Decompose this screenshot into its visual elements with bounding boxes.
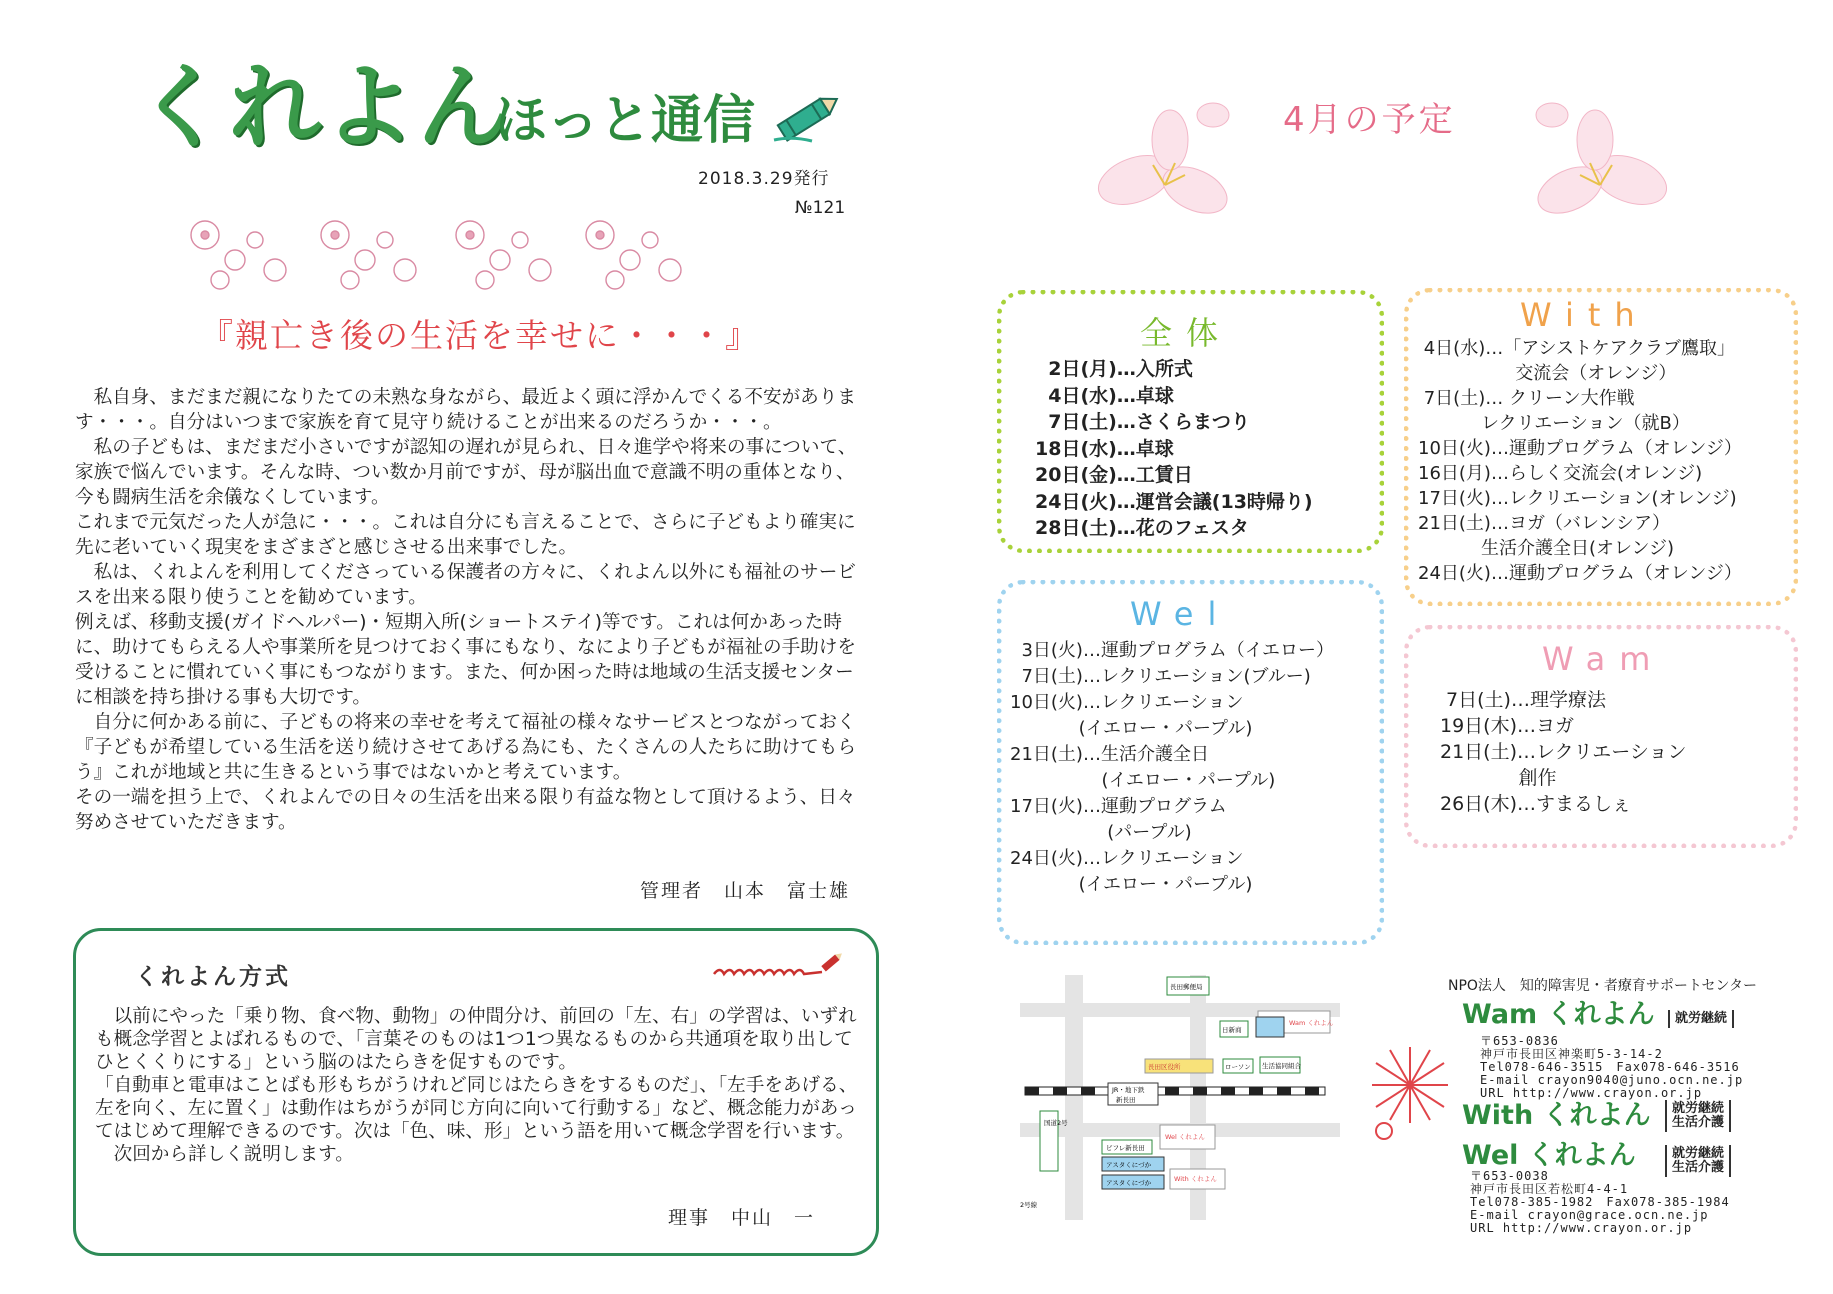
schedule-item: 3日(火)…運動プログラム（イエロー） [1010, 640, 1335, 661]
essay-heading: 『親亡き後の生活を幸せに・・・』 [200, 316, 760, 355]
tag-label: 就労継続 [1675, 1011, 1728, 1026]
schedule-item: レクリエーション（就B） [1418, 413, 1690, 434]
schedule-item: 7日(土)… クリーン大作戦 [1418, 388, 1635, 409]
schedule-item: 24日(火)…運営会議(13時帰り) [1035, 490, 1313, 513]
kureyon-method-body [95, 1005, 865, 1166]
address-line: 神戸市長田区若松町4-4-1 [1470, 1182, 1629, 1196]
schedule-item: 17日(火)…レクリエーション(オレンジ) [1418, 488, 1737, 509]
schedule-list-all [1035, 356, 1313, 542]
address-line: 〒653-0038 [1470, 1169, 1549, 1183]
schedule-item: 24日(火)…レクリエーション [1010, 848, 1244, 869]
org-header: NPO法人 知的障害児・者療育サポートセンター [1448, 978, 1757, 994]
org-wam-tag [1668, 1010, 1734, 1028]
org-wam-address [1480, 1035, 1743, 1100]
schedule-item: 10日(火)…運動プログラム（オレンジ） [1418, 438, 1742, 459]
schedule-heading-wam: Wam [1542, 640, 1665, 678]
method-paragraph: 「自動車と電車はことばも形もちがうけれど同じはたらきをするものだ」、「左手をあげる、左を向く、左に置く」は動作はちがうが同じ方向に向いて行動する」など、概念能力があってはじめて理解できるのです。次は「色、味、形」という語を用いて概念学習を行います。 [95, 1075, 858, 1142]
schedule-item: 17日(火)…運動プログラム [1010, 796, 1227, 817]
map-label: Wel くれよん [1165, 1133, 1205, 1141]
newsletter-subtitle: ほっと通信 [495, 91, 756, 151]
issue-date: 2018.3.29発行 [698, 169, 830, 189]
map-label: 生活協同組合 [1262, 1062, 1301, 1070]
method-paragraph: 以前にやった「乗り物、食べ物、動物」の仲間分け、前回の「左、右」の学習は、いずれも概念学習とよばれるもので、「言葉そのものは1つ1つ異なるものから共通項を取り出してひとくくりにする」という脳のはたらきを促すものです。 [95, 1006, 857, 1073]
crayon-icon [772, 88, 844, 150]
schedule-item: 21日(土)…ヨガ（バレンシア） [1418, 513, 1671, 534]
schedule-item: 生活介護全日(オレンジ) [1418, 538, 1675, 559]
schedule-item: 16日(月)…らしく交流会(オレンジ) [1418, 463, 1703, 484]
location-map [1020, 975, 1340, 1229]
schedule-item: 4日(水)…「アシストケアクラブ鷹取」 [1418, 338, 1736, 359]
schedule-item: (イエロー・パープル) [1010, 718, 1253, 739]
schedule-title: 4月の予定 [1283, 100, 1456, 140]
schedule-list-wel [1010, 638, 1334, 898]
schedule-list-wam [1440, 687, 1686, 817]
schedule-item: 7日(土)…理学療法 [1440, 689, 1606, 711]
address-line: URL http://www.crayon.or.jp [1470, 1221, 1693, 1235]
address-line: E-mail crayon9040@juno.ocn.ne.jp [1480, 1073, 1744, 1087]
schedule-item: 交流会（オレンジ） [1418, 363, 1677, 384]
schedule-heading-all: 全体 [1140, 314, 1233, 352]
method-paragraph: 次回から詳しく説明します。 [95, 1144, 354, 1165]
map-label: アスタくにづか [1106, 1161, 1152, 1169]
flower-left-icon [1085, 95, 1235, 234]
essay-paragraph: 私自身、まだまだ親になりたての未熟な身ながら、最近よく頭に浮かんでくる不安があります・・・。自分はいつまで家族を育て見守り続けることが出来るのだろうか・・・。 [75, 387, 856, 433]
tag-label: 生活介護 [1672, 1115, 1725, 1130]
essay-body [75, 385, 867, 835]
schedule-list-with [1418, 336, 1742, 586]
essay-paragraph: 私の子どもは、まだまだ小さいですが認知の遅れが見られ、日々進学や将来の事について、家族で悩んでいます。そんな時、つい数か月前ですが、母が脳出血で意識不明の重体となり、今も闘病生活を余儀なくしています。 [75, 437, 857, 508]
tag-label: 就労継続 [1672, 1146, 1725, 1161]
schedule-item: (イエロー・パープル) [1010, 770, 1276, 791]
map-label: With くれよん [1174, 1175, 1217, 1183]
schedule-heading-wel: Wel [1130, 595, 1231, 633]
schedule-item: 19日(木)…ヨガ [1440, 715, 1575, 737]
cherry-blossom-decoration [180, 205, 740, 299]
address-line: 〒653-0836 [1480, 1034, 1559, 1048]
address-line: Tel078-385-1982 Fax078-385-1984 [1470, 1195, 1730, 1209]
address-line: 神戸市長田区神楽町5-3-14-2 [1480, 1047, 1663, 1061]
issue-number: №121 [795, 198, 846, 218]
map-label: 日新商 [1222, 1026, 1242, 1034]
org-with-tag [1665, 1100, 1731, 1132]
map-label: 長田区役所 [1148, 1063, 1181, 1071]
schedule-item: 21日(土)…レクリエーション [1440, 741, 1687, 763]
essay-signature: 管理者 山本 富士雄 [640, 880, 851, 902]
newsletter-title: くれよん [135, 54, 512, 161]
essay-paragraph: 自分に何かある前に、子どもの将来の幸せを考えて福祉の様々なサービスとつながっておく『子どもが希望している生活を送り続けさせてあげる為にも、たくさんの人たちに助けてもらう』これが地域と共に生きるという事ではないかと考えています。 [75, 712, 856, 783]
starburst-icon [1370, 1045, 1450, 1149]
schedule-item: 2日(月)…入所式 [1035, 358, 1193, 380]
schedule-item: 18日(水)…卓球 [1035, 437, 1174, 460]
essay-paragraph: これまで元気だった人が急に・・・。これは自分にも言えることで、さらに子どもより確実に先に老いていく現実をまざまざと感じさせる出来事でした。 [75, 512, 856, 558]
org-with-name: With くれよん [1462, 1100, 1651, 1131]
address-line: Tel078-646-3515 Fax078-646-3516 [1480, 1060, 1740, 1074]
method-signature: 理事 中山 一 [668, 1207, 816, 1229]
schedule-item: 7日(土)…さくらまつり [1035, 411, 1250, 433]
map-label: ピフレ新長田 [1106, 1144, 1145, 1152]
map-label: アスタくにづか [1106, 1179, 1152, 1187]
tag-label: 就労継続 [1672, 1101, 1725, 1116]
schedule-item: 26日(木)…すまるしぇ [1440, 793, 1632, 815]
schedule-item: 21日(土)…生活介護全日 [1010, 744, 1209, 765]
schedule-item: (パープル) [1010, 822, 1192, 843]
map-label: 長田郵便局 [1170, 983, 1203, 991]
schedule-item: (イエロー・パープル) [1010, 874, 1253, 895]
org-wel-name: Wel くれよん [1462, 1140, 1636, 1171]
schedule-item: 28日(土)…花のフェスタ [1035, 517, 1249, 539]
essay-paragraph: 例えば、移動支援(ガイドヘルパー)・短期入所(ショートステイ)等です。これは何かあった時に、助けてもらえる人や事業所を見つけておく事にもなり、なにより子どもが福祉の手助けを受けることに慣れていく事にもつながります。また、何か困った時は地域の生活支援センターに相談を持ち掛ける事も大切です。 [75, 612, 856, 708]
schedule-item: 4日(水)…卓球 [1035, 384, 1174, 407]
map-label: 国道2号 [1044, 1119, 1068, 1127]
crayon-scribble-icon [712, 952, 842, 986]
schedule-item: 20日(金)…工賃日 [1035, 464, 1193, 486]
essay-paragraph: 私は、くれよんを利用してくださっている保護者の方々に、くれよん以外にも福祉のサービスを出来る限り使うことを勧めています。 [75, 562, 856, 608]
map-label: ローソン [1225, 1063, 1251, 1071]
essay-paragraph: その一端を担う上で、くれよんでの日々の生活を出来る限り有益な物として頂けるよう、日々努めさせていただきます。 [75, 787, 856, 833]
schedule-item: 10日(火)…レクリエーション [1010, 692, 1244, 713]
kureyon-method-title: くれよん方式 [135, 964, 291, 990]
schedule-item: 24日(火)…運動プログラム（オレンジ） [1418, 563, 1742, 584]
tag-label: 生活介護 [1672, 1160, 1725, 1175]
schedule-heading-with: With [1520, 296, 1649, 334]
schedule-item: 7日(土)…レクリエーション(ブルー) [1010, 666, 1311, 687]
map-label: Wam くれよん [1289, 1019, 1334, 1027]
map-label: 新長田 [1116, 1096, 1136, 1104]
flower-right-icon [1530, 95, 1680, 234]
org-wel-address [1470, 1170, 1730, 1235]
map-label: 2号線 [1020, 1201, 1038, 1209]
map-label: JR・地下鉄 [1112, 1086, 1145, 1094]
org-wam-name: Wam くれよん [1462, 999, 1655, 1030]
address-line: URL http://www.crayon.or.jp [1480, 1086, 1703, 1100]
schedule-item: 創作 [1440, 767, 1557, 789]
address-line: E-mail crayon@grace.ocn.ne.jp [1470, 1208, 1709, 1222]
